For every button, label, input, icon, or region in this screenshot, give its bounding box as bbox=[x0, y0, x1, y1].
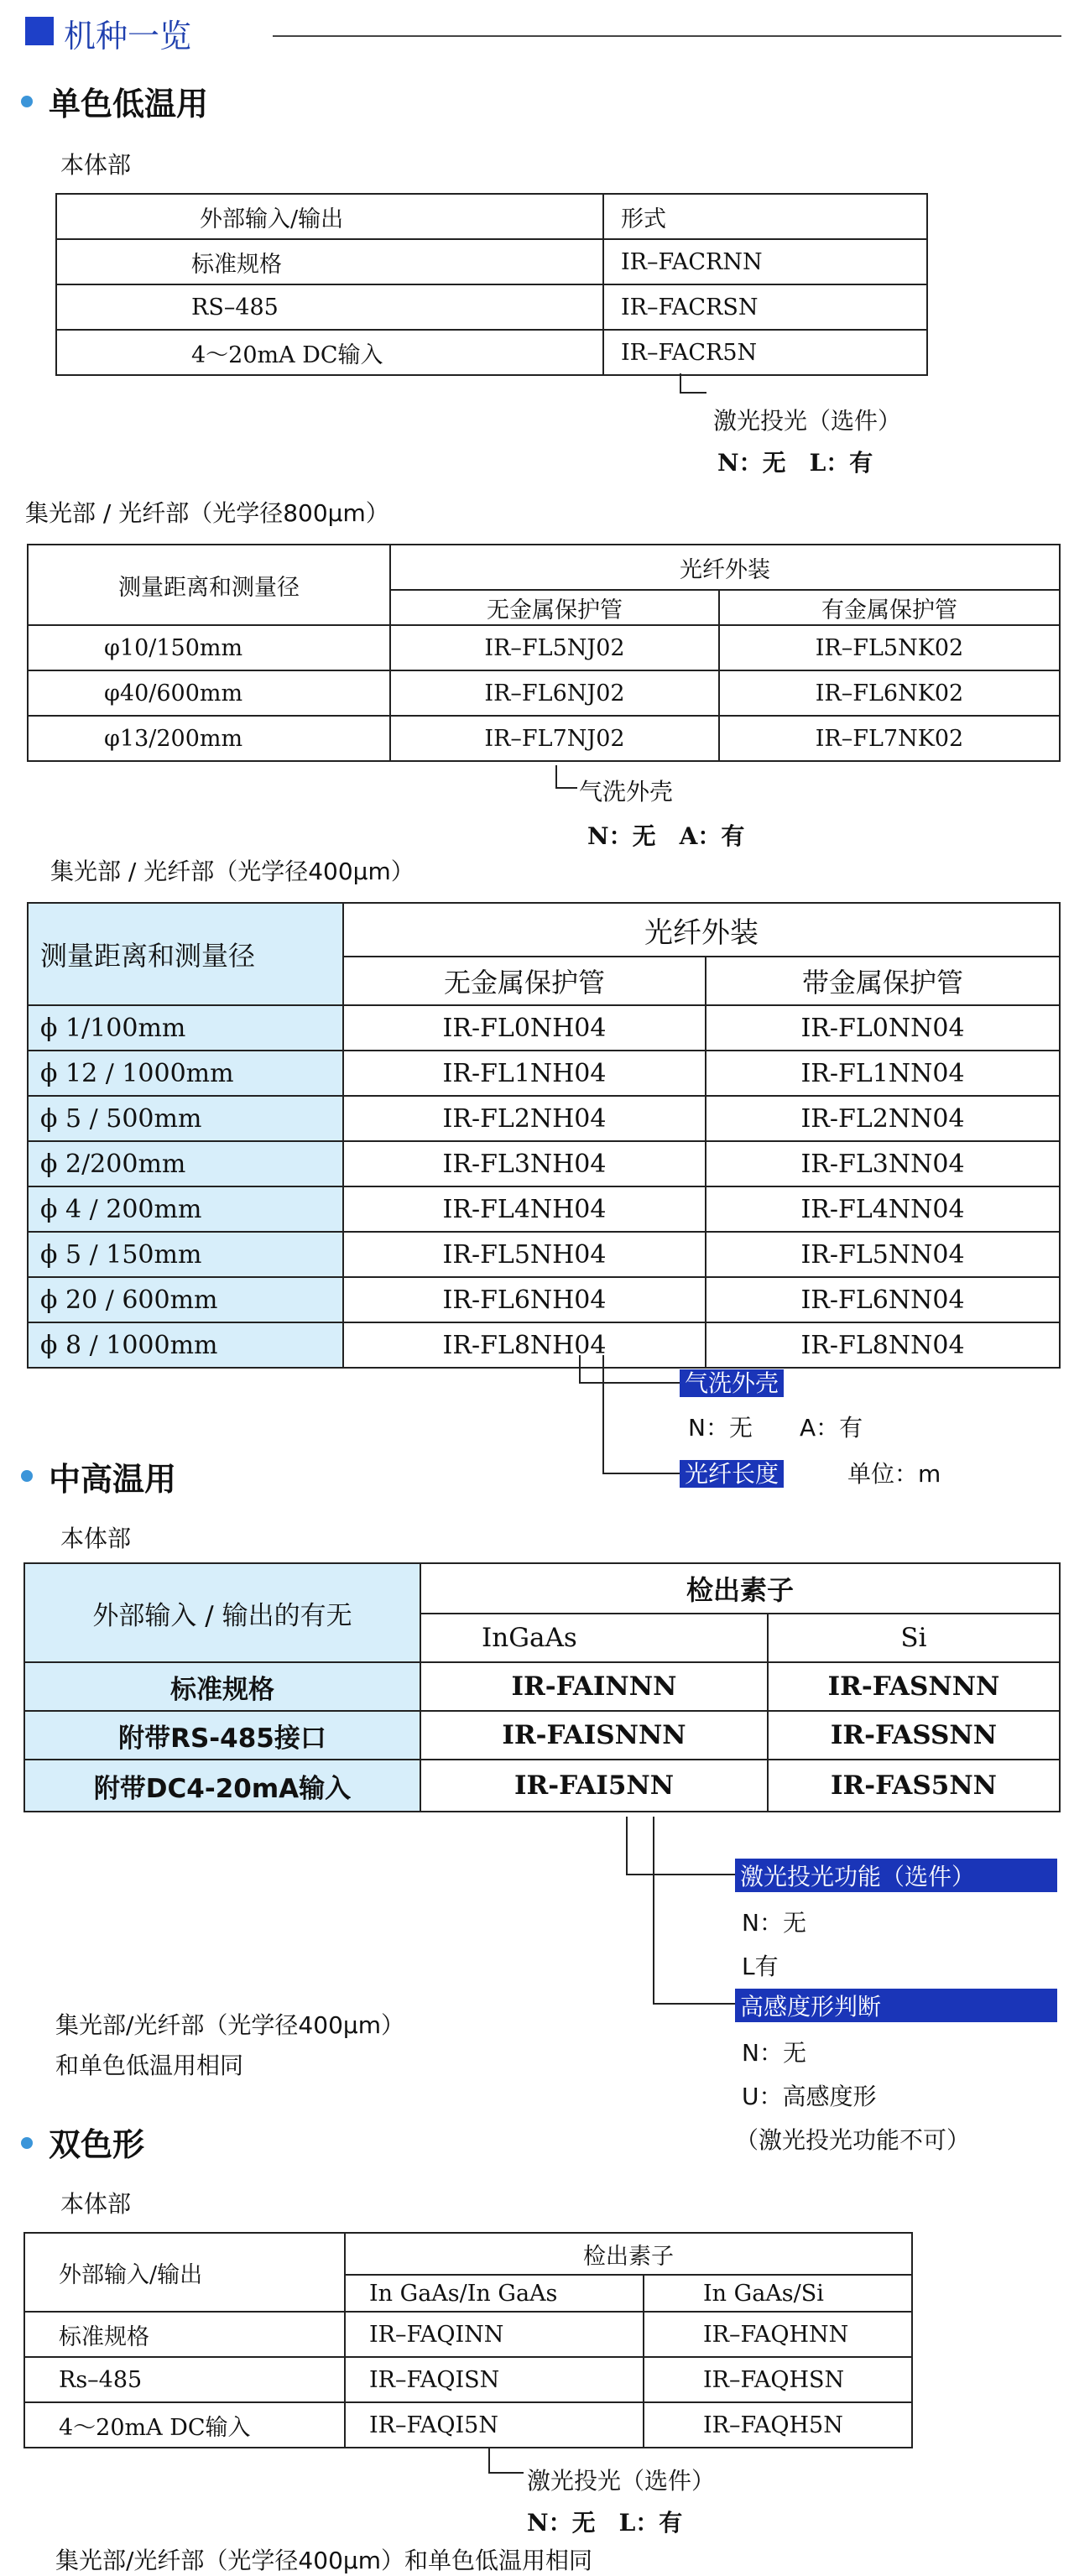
table-header: 无金属保护管 bbox=[343, 957, 706, 1005]
table-cell: IR-FL2NN04 bbox=[706, 1096, 1060, 1141]
legend-option: U：高感度形 bbox=[742, 2083, 877, 2110]
body-label: 本体部 bbox=[60, 1525, 132, 1552]
table-cell: IR–FACRNN bbox=[603, 239, 927, 284]
legend-title: 气洗外壳 bbox=[579, 778, 674, 806]
table-cell: 附带RS-485接口 bbox=[24, 1711, 420, 1760]
table-cell: IR-FL0NN04 bbox=[706, 1005, 1060, 1051]
section-title-high-temp: 中高温用 bbox=[49, 1461, 177, 1498]
table-header: In GaAs/Si bbox=[644, 2275, 912, 2312]
table-cell: IR-FAISNNN bbox=[420, 1711, 768, 1760]
highlight-label: 高感度形判断 bbox=[735, 1989, 1057, 2022]
table-header: 有金属保护管 bbox=[719, 590, 1060, 625]
high-temp-body-table bbox=[23, 1562, 1061, 1812]
table-cell: IR-FL5NH04 bbox=[343, 1232, 706, 1277]
table-row bbox=[28, 1277, 1060, 1322]
table-cell: IR-FAI5NN bbox=[420, 1760, 768, 1812]
legend-title: 激光投光（选件） bbox=[527, 2467, 716, 2495]
legend-unit: 单位：m bbox=[847, 1460, 941, 1488]
table-row bbox=[24, 1662, 1060, 1711]
table-cell: φ40/600mm bbox=[28, 670, 390, 716]
body-label: 本体部 bbox=[60, 2190, 132, 2218]
legend-bracket bbox=[488, 2448, 524, 2474]
table-cell: IR–FAQINN bbox=[345, 2312, 644, 2357]
table-row bbox=[24, 2312, 912, 2357]
table-cell: IR-FL6NH04 bbox=[343, 1277, 706, 1322]
fiber800-table bbox=[27, 544, 1061, 762]
header-divider bbox=[273, 35, 1061, 37]
table-cell: ϕ 5 / 150mm bbox=[28, 1232, 343, 1277]
table-cell: 标准规格 bbox=[56, 239, 603, 284]
table-cell: IR–FACR5N bbox=[603, 330, 927, 375]
table-row bbox=[24, 1711, 1060, 1760]
table-header: 光纤外装 bbox=[390, 545, 1060, 590]
table-row bbox=[28, 1232, 1060, 1277]
table-header: 外部输入 / 输出的有无 bbox=[24, 1563, 420, 1662]
table-row bbox=[28, 1096, 1060, 1141]
legend-title bbox=[735, 1989, 1057, 2022]
table-cell: φ13/200mm bbox=[28, 716, 390, 761]
table-header: 外部输入/输出 bbox=[24, 2233, 345, 2312]
table-cell: IR-FL5NN04 bbox=[706, 1232, 1060, 1277]
table-cell: IR–FL7NJ02 bbox=[390, 716, 719, 761]
table-row bbox=[24, 2402, 912, 2448]
table-row bbox=[28, 670, 1060, 716]
table-header: Si bbox=[768, 1614, 1060, 1662]
header-square-icon bbox=[25, 17, 54, 45]
table-cell: ϕ 1/100mm bbox=[28, 1005, 343, 1051]
table-cell: IR–FL7NK02 bbox=[719, 716, 1060, 761]
section-title-low-temp: 单色低温用 bbox=[49, 86, 209, 123]
table-header: 检出素子 bbox=[420, 1563, 1060, 1614]
legend-options: N：无 L：有 bbox=[717, 449, 873, 477]
table-row bbox=[24, 1760, 1060, 1812]
table-cell: ϕ 20 / 600mm bbox=[28, 1277, 343, 1322]
note: 集光部/光纤部（光学径400μm） bbox=[55, 2011, 404, 2039]
table-row bbox=[28, 1141, 1060, 1186]
table-cell: IR-FL2NH04 bbox=[343, 1096, 706, 1141]
table-cell: IR-FL8NH04 bbox=[343, 1322, 706, 1368]
fiber800-label: 集光部 / 光纤部（光学径800μm） bbox=[25, 499, 389, 527]
legend-options: N：无 A：有 bbox=[587, 822, 745, 850]
table-cell: 标准规格 bbox=[24, 2312, 345, 2357]
table-header: 外部输入/输出 bbox=[56, 194, 603, 239]
table-row bbox=[28, 1322, 1060, 1368]
table-header: In GaAs/In GaAs bbox=[345, 2275, 644, 2312]
legend-bracket bbox=[602, 1355, 680, 1474]
highlight-label: 气洗外壳 bbox=[680, 1369, 784, 1397]
table-cell: IR-FL3NN04 bbox=[706, 1141, 1060, 1186]
table-header: 无金属保护管 bbox=[390, 590, 719, 625]
table-cell: IR-FL6NN04 bbox=[706, 1277, 1060, 1322]
table-row bbox=[56, 194, 927, 239]
legend-title: 激光投光（选件） bbox=[713, 407, 902, 435]
table-header: 带金属保护管 bbox=[706, 957, 1060, 1005]
table-cell: IR–FL5NK02 bbox=[719, 625, 1060, 670]
note: 和单色低温用相同 bbox=[55, 2052, 244, 2079]
table-cell: IR-FASNNN bbox=[768, 1662, 1060, 1711]
body-label: 本体部 bbox=[60, 151, 132, 179]
legend-option: N：无 bbox=[742, 2039, 806, 2067]
section-title-dual-color: 双色形 bbox=[49, 2126, 145, 2163]
table-row bbox=[28, 716, 1060, 761]
table-cell: 附带DC4-20mA输入 bbox=[24, 1760, 420, 1812]
table-cell: IR-FL0NH04 bbox=[343, 1005, 706, 1051]
bullet-icon bbox=[21, 2137, 33, 2149]
table-header: 测量距离和测量径 bbox=[28, 903, 343, 1005]
legend-bracket bbox=[555, 765, 577, 789]
table-header: 光纤外装 bbox=[343, 903, 1060, 957]
table-cell: φ10/150mm bbox=[28, 625, 390, 670]
table-header: 形式 bbox=[603, 194, 927, 239]
table-cell: IR–FAQH5N bbox=[644, 2402, 912, 2448]
legend-bracket bbox=[680, 373, 706, 394]
table-row bbox=[28, 1186, 1060, 1232]
legend-option: L有 bbox=[742, 1953, 779, 1980]
fiber400-table bbox=[27, 902, 1061, 1369]
highlight-label: 激光投光功能（选件） bbox=[735, 1859, 1057, 1892]
legend-options: N：无 L：有 bbox=[527, 2509, 683, 2537]
table-row bbox=[28, 1005, 1060, 1051]
table-cell: IR–FAQISN bbox=[345, 2357, 644, 2402]
legend-options: N：无 A：有 bbox=[688, 1414, 863, 1442]
table-row bbox=[28, 625, 1060, 670]
table-cell: IR–FAQHNN bbox=[644, 2312, 912, 2357]
table-cell: IR-FL1NH04 bbox=[343, 1051, 706, 1096]
note: 集光部/光纤部（光学径400μm）和单色低温用相同 bbox=[55, 2547, 592, 2574]
table-cell: IR-FL8NN04 bbox=[706, 1322, 1060, 1368]
table-cell: IR-FL1NN04 bbox=[706, 1051, 1060, 1096]
table-cell: IR-FL3NH04 bbox=[343, 1141, 706, 1186]
table-cell: IR–FL6NK02 bbox=[719, 670, 1060, 716]
legend-title bbox=[680, 1456, 784, 1489]
table-cell: ϕ 2/200mm bbox=[28, 1141, 343, 1186]
legend-option: N：无 bbox=[742, 1909, 806, 1937]
table-header: InGaAs bbox=[420, 1614, 768, 1662]
table-row bbox=[56, 284, 927, 330]
table-cell: IR–FL6NJ02 bbox=[390, 670, 719, 716]
table-cell: 标准规格 bbox=[24, 1662, 420, 1711]
table-cell: ϕ 5 / 500mm bbox=[28, 1096, 343, 1141]
page-title: 机种一览 bbox=[64, 18, 192, 55]
legend-bracket bbox=[653, 1817, 735, 2005]
table-row bbox=[24, 2357, 912, 2402]
table-cell: IR-FL4NN04 bbox=[706, 1186, 1060, 1232]
legend-option: （激光投光功能不可） bbox=[735, 2126, 971, 2154]
table-row bbox=[56, 330, 927, 375]
table-row bbox=[56, 239, 927, 284]
table-cell: IR–FAQI5N bbox=[345, 2402, 644, 2448]
table-cell: ϕ 12 / 1000mm bbox=[28, 1051, 343, 1096]
table-header: 测量距离和测量径 bbox=[28, 545, 390, 625]
legend-title bbox=[735, 1859, 1057, 1892]
table-cell: 4～20mA DC输入 bbox=[56, 330, 603, 375]
low-temp-body-table bbox=[55, 193, 928, 376]
bullet-icon bbox=[21, 1470, 33, 1482]
table-cell: ϕ 4 / 200mm bbox=[28, 1186, 343, 1232]
table-header: 检出素子 bbox=[345, 2233, 912, 2275]
table-cell: IR-FASSNN bbox=[768, 1711, 1060, 1760]
highlight-label: 光纤长度 bbox=[680, 1460, 784, 1488]
table-cell: IR-FL4NH04 bbox=[343, 1186, 706, 1232]
dual-color-body-table bbox=[23, 2232, 913, 2448]
table-cell: IR-FAS5NN bbox=[768, 1760, 1060, 1812]
table-cell: RS–485 bbox=[56, 284, 603, 330]
fiber400-label: 集光部 / 光纤部（光学径400μm） bbox=[50, 858, 414, 885]
table-cell: IR–FAQHSN bbox=[644, 2357, 912, 2402]
table-cell: 4～20mA DC输入 bbox=[24, 2402, 345, 2448]
bullet-icon bbox=[21, 96, 33, 107]
table-cell: ϕ 8 / 1000mm bbox=[28, 1322, 343, 1368]
table-cell: Rs–485 bbox=[24, 2357, 345, 2402]
table-cell: IR–FACRSN bbox=[603, 284, 927, 330]
legend-title bbox=[680, 1365, 784, 1399]
table-row bbox=[28, 1051, 1060, 1096]
table-cell: IR–FL5NJ02 bbox=[390, 625, 719, 670]
table-cell: IR-FAINNN bbox=[420, 1662, 768, 1711]
